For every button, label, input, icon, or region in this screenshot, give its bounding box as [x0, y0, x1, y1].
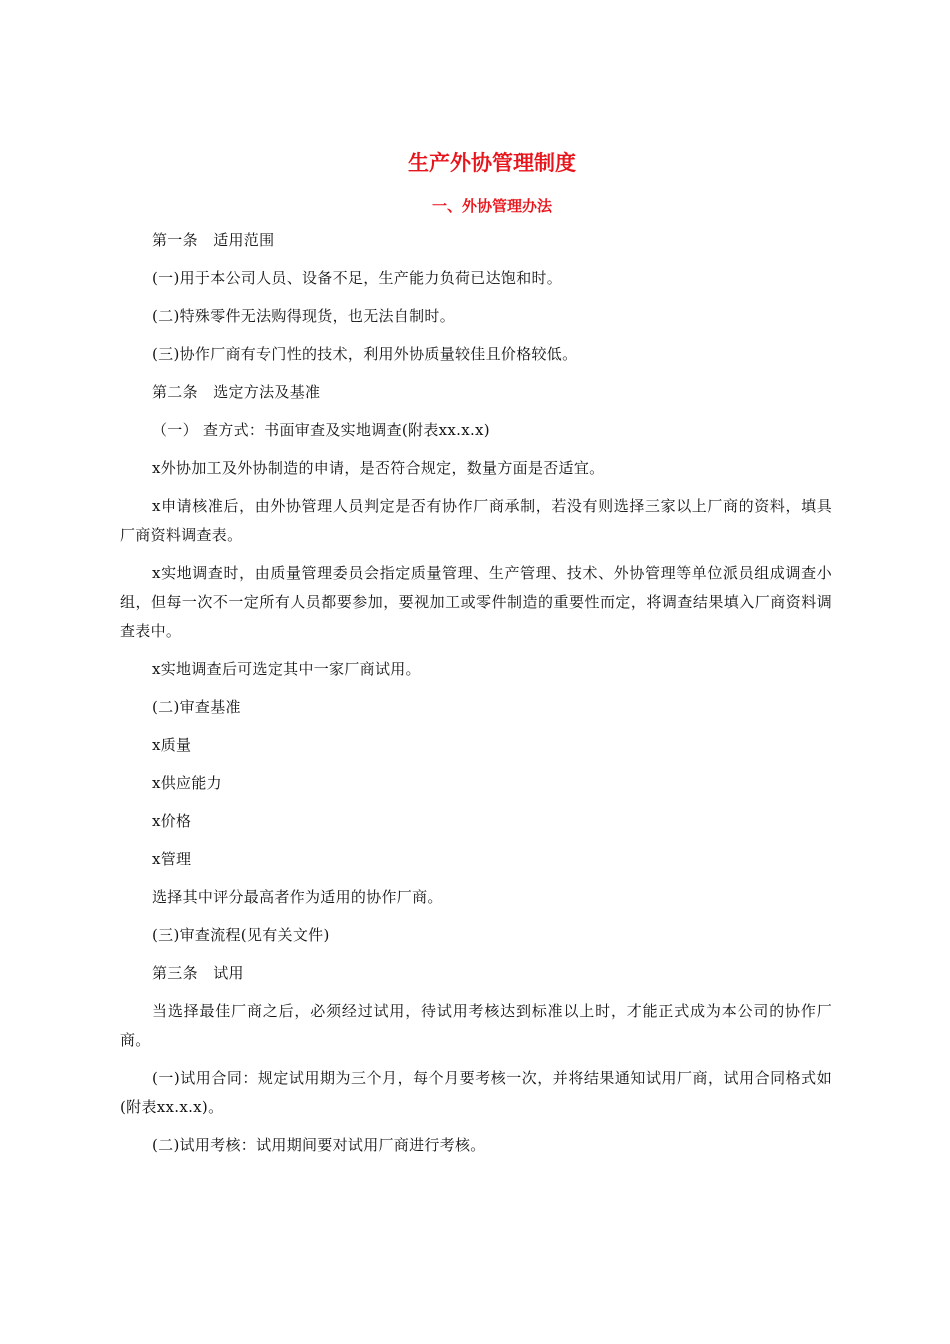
- paragraph: x实地调查时，由质量管理委员会指定质量管理、生产管理、技术、外协管理等单位派员组成调查小组，但每一次不一定所有人员都要参加，要视加工或零件制造的重要性而定，将调查结果填入厂商资料调查表中。: [120, 564, 832, 640]
- paragraph: (三)审查流程(见有关文件): [152, 926, 330, 944]
- paragraph: (一)用于本公司人员、设备不足，生产能力负荷已达饱和时。: [152, 269, 563, 287]
- article-heading: 第三条 试用: [152, 964, 244, 982]
- article-heading: 第二条 选定方法及基准: [152, 383, 321, 401]
- paragraph: 当选择最佳厂商之后，必须经过试用，待试用考核达到标准以上时，才能正式成为本公司的协作厂商。: [120, 1002, 832, 1049]
- paragraph: x实地调查后可选定其中一家厂商试用。: [152, 660, 421, 678]
- list-item: x价格: [152, 812, 192, 830]
- paragraph: x申请核准后，由外协管理人员判定是否有协作厂商承制，若没有则选择三家以上厂商的资料，填具厂商资料调查表。: [120, 497, 832, 544]
- article-heading: 第一条 适用范围: [152, 231, 275, 249]
- document-title: 生产外协管理制度: [408, 151, 576, 175]
- paragraph: (二)试用考核：试用期间要对试用厂商进行考核。: [152, 1136, 486, 1154]
- document-body: [120, 226, 832, 1160]
- paragraph: (三)协作厂商有专门性的技术，利用外协质量较佳且价格较低。: [152, 345, 578, 363]
- paragraph: (一)试用合同：规定试用期为三个月，每个月要考核一次，并将结果通知试用厂商，试用合同格式如(附表xx.x.x)。: [120, 1069, 832, 1116]
- paragraph: （一） 查方式：书面审查及实地调查(附表xx.x.x): [152, 421, 490, 439]
- paragraph: (二)特殊零件无法购得现货，也无法自制时。: [152, 307, 456, 325]
- list-item: x供应能力: [152, 774, 222, 792]
- list-item: x质量: [152, 736, 192, 754]
- paragraph: x外协加工及外协制造的申请，是否符合规定，数量方面是否适宜。: [152, 459, 605, 477]
- list-item: x管理: [152, 850, 192, 868]
- section-heading: 一、外协管理办法: [431, 197, 552, 215]
- paragraph: 选择其中评分最高者作为适用的协作厂商。: [152, 888, 443, 906]
- paragraph: (二)审查基准: [152, 698, 241, 716]
